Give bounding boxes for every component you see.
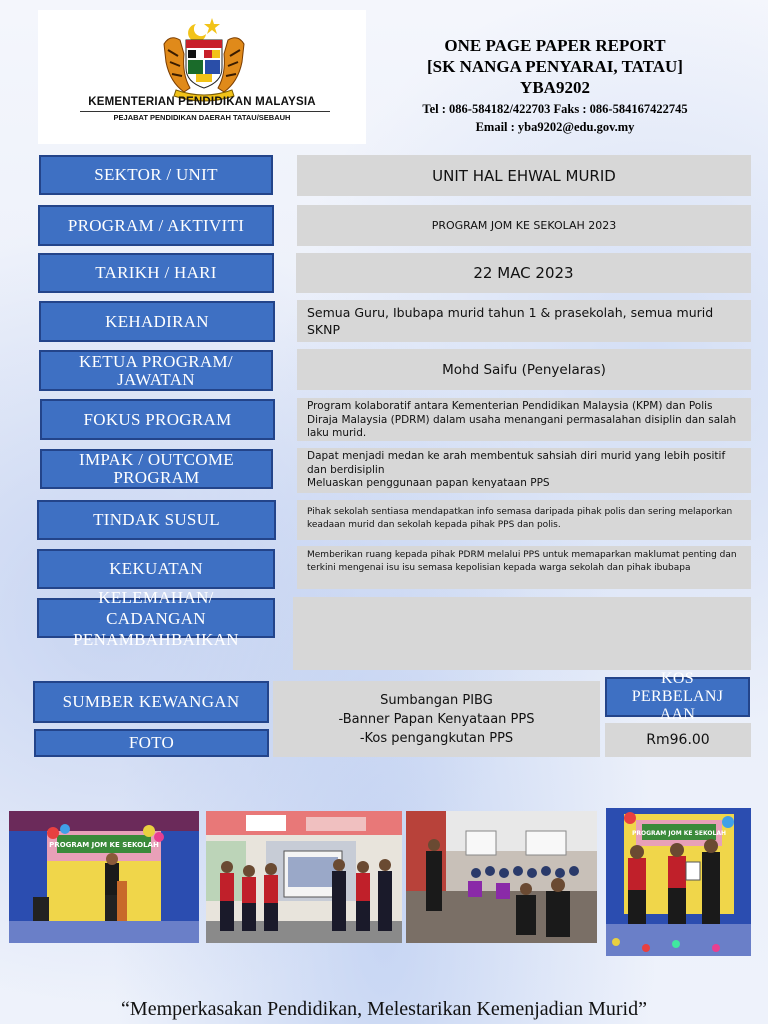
value-ketua: Mohd Saifu (Penyelaras) bbox=[297, 349, 751, 390]
label-impak-line-1: IMPAK / OUTCOME bbox=[78, 450, 234, 469]
phone-fax: Tel : 086-584182/422703 Faks : 086-584167422745 bbox=[422, 102, 688, 116]
label-kos-perbelanjaan bbox=[605, 670, 750, 723]
label-fokus: FOKUS PROGRAM bbox=[40, 399, 275, 440]
photo-group-notice-board bbox=[206, 811, 402, 943]
email: Email : yba9202@edu.gov.my bbox=[475, 120, 635, 134]
sumber-line-1: Sumbangan PIBG bbox=[380, 692, 493, 708]
label-impak bbox=[40, 449, 273, 489]
sumber-line-2: -Banner Papan Kenyataan PPS bbox=[338, 711, 535, 727]
ministry-logo-block bbox=[38, 10, 366, 144]
photo-certificate-presentation bbox=[606, 808, 751, 956]
sumber-line-3: -Kos pengangkutan PPS bbox=[359, 730, 514, 746]
label-impak-line-2: PROGRAM bbox=[113, 468, 200, 487]
title-line-3: YBA9202 bbox=[520, 78, 590, 97]
photo-stage-speech-image bbox=[9, 811, 199, 943]
photo-certificate-presentation-image bbox=[606, 808, 751, 956]
kos-line-3: AAN bbox=[659, 706, 696, 723]
value-tarikh: 22 MAC 2023 bbox=[296, 253, 751, 293]
value-program: PROGRAM JOM KE SEKOLAH 2023 bbox=[297, 205, 751, 246]
label-ketua bbox=[39, 350, 273, 391]
value-kekuatan: Memberikan ruang kepada pihak PDRM melalui PPS untuk memaparkan maklumat penting dan terkini mengenai isu isu semasa kepolisian kepada warga sekolah dan pihak ibubapa bbox=[297, 546, 751, 589]
value-fokus: Program kolaboratif antara Kementerian Pendidikan Malaysia (KPM) dan Polis Diraja Malaysia (PDRM) dalam usaha menangani permasalahan disiplin dan salah laku murid. bbox=[297, 398, 751, 441]
label-foto: FOTO bbox=[34, 729, 269, 757]
report-title bbox=[395, 35, 715, 98]
value-impak-line-2: Meluaskan penggunaan papan kenyataan PPS bbox=[307, 477, 550, 489]
label-program: PROGRAM / AKTIVITI bbox=[38, 205, 274, 246]
title-line-1: ONE PAGE PAPER REPORT bbox=[444, 36, 666, 55]
label-ketua-line-1: KETUA PROGRAM/ bbox=[79, 351, 233, 371]
photo-stage-speech bbox=[9, 811, 199, 943]
label-kelemahan bbox=[37, 587, 275, 649]
label-kelemahan-line-2: CADANGAN bbox=[106, 608, 206, 628]
contact-info bbox=[370, 100, 740, 136]
value-sektor: UNIT HAL EHWAL MURID bbox=[297, 155, 751, 196]
value-kos-perbelanjaan: Rm96.00 bbox=[605, 723, 751, 757]
kos-line-2: PERBELANJ bbox=[631, 688, 724, 705]
ministry-name: KEMENTERIAN PENDIDIKAN MALAYSIA bbox=[88, 96, 316, 108]
photo-group-notice-board-image bbox=[206, 811, 402, 943]
label-kehadiran: KEHADIRAN bbox=[39, 301, 275, 342]
value-impak bbox=[297, 448, 751, 493]
label-tindak-susul: TINDAK SUSUL bbox=[37, 500, 276, 540]
label-kelemahan-line-1: KELEMAHAN/ bbox=[98, 587, 214, 607]
label-sektor: SEKTOR / UNIT bbox=[39, 155, 273, 195]
label-kekuatan: KEKUATAN bbox=[37, 549, 275, 589]
kos-line-1: KOS bbox=[661, 670, 694, 687]
value-sumber-kewangan bbox=[273, 681, 600, 757]
coat-of-arms-icon bbox=[156, 14, 252, 102]
title-line-2: [SK NANGA PENYARAI, TATAU] bbox=[427, 57, 683, 76]
photo-hall-audience-image bbox=[406, 811, 597, 943]
value-tindak-susul: Pihak sekolah sentiasa mendapatkan info semasa daripada pihak polis dan sering melaporkan keadaan murid dan sekolah kepada pihak PPS dan polis. bbox=[297, 500, 751, 540]
label-kelemahan-line-3: PENAMBAHBAIKAN bbox=[73, 629, 239, 649]
divider bbox=[80, 111, 330, 112]
label-tarikh: TARIKH / HARI bbox=[38, 253, 274, 293]
footer-quote: “Memperkasakan Pendidikan, Melestarikan Kemenjadian Murid” bbox=[121, 998, 647, 1020]
value-kelemahan bbox=[293, 597, 751, 670]
value-impak-line-1: Dapat menjadi medan ke arah membentuk sahsiah diri murid yang lebih positif dan berdisiplin bbox=[307, 450, 726, 476]
photo-banner-text-1: PROGRAM JOM KE SEKOLAH bbox=[49, 841, 159, 849]
district-office-name: PEJABAT PENDIDIKAN DAERAH TATAU/SEBAUH bbox=[113, 113, 291, 122]
value-kehadiran: Semua Guru, Ibubapa murid tahun 1 & prasekolah, semua murid SKNP bbox=[297, 300, 751, 342]
photo-banner-text-2: PROGRAM JOM KE SEKOLAH bbox=[632, 830, 726, 837]
label-ketua-line-2: JAWATAN bbox=[117, 369, 195, 389]
photo-hall-audience bbox=[406, 811, 597, 943]
label-sumber-kewangan: SUMBER KEWANGAN bbox=[33, 681, 269, 723]
